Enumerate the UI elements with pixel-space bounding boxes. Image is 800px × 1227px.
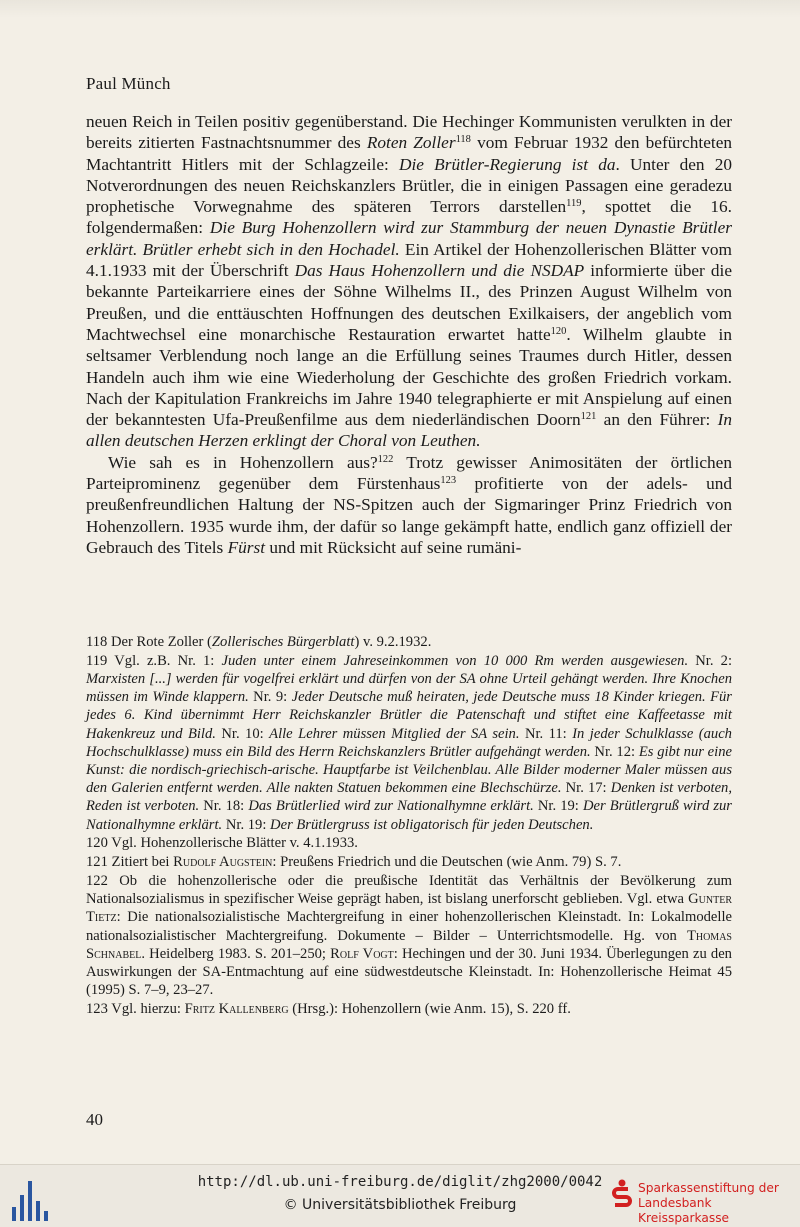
sparkasse-s-logo-icon <box>612 1179 632 1213</box>
footnote-119: 119 Vgl. z.B. Nr. 1: Juden unter einem Jahreseinkommen von 10 000 Rm werden ausgewiesen. Nr. 2: Marxisten [...] werden für vogelfrei erklärt und dürfen von der SA ohne Urteil gehängt werden. Ihre Knochen müssen im Winde klappern. Nr. 9: Jeder Deutsche muß heiraten, jede Deutsche muss 18 Kinder kriegen. Für jedes 6. Kind übernimmt Herr Reichskanzler Brütler die Patenschaft und stiftet eine Kaffeetasse mit Hakenkreuz und Bild. Nr. 10: Alle Lehrer müssen Mitglied der SA sein. Nr. 11: In jeder Schulklasse (auch Hochschulklasse) muss ein Bild des Herrn Reichskanzlers Brütler aufgehängt werden. Nr. 12: Es gibt nur eine Kunst: die nordisch-griechisch-arische. Hauptfarbe ist Veilchenblau. Alle Bilder moderner Maler müssen aus den Galerien entfernt werden. Alle nakten Statuen bekommen eine Blechschürze. Nr. 17: Denken ist verboten, Reden ist verboten. Nr. 18: Das Brütlerlied wird zur Nationalhymne erklärt. Nr. 19: Der Brütlergruß wird zur Nationalhymne erklärt. Nr. 19: Der Brütlergruss ist obligatorisch für jeden Deutschen. <box>86 652 733 833</box>
permalink-url[interactable]: http://dl.ub.uni-freiburg.de/diglit/zhg2000/0042 <box>197 1174 603 1190</box>
footnotes <box>86 633 732 1019</box>
footnote-118: 118 Der Rote Zoller (Zollerisches Bürgerblatt) v. 9.2.1932. <box>86 634 432 650</box>
main-text <box>86 111 732 558</box>
footnote-121: 121 Zitiert bei Rudolf Augstein: Preußens Friedrich und die Deutschen (wie Anm. 79) S. 7. <box>86 854 622 871</box>
footnote-120: 120 Vgl. Hohenzollerische Blätter v. 4.1.1933. <box>86 835 358 852</box>
running-head: Paul Münch <box>86 74 171 93</box>
footnote-123: 123 Vgl. hierzu: Fritz Kallenberg (Hrsg.): Hohenzollern (wie Anm. 15), S. 220 ff. <box>86 1001 571 1018</box>
sponsor-text <box>638 1181 798 1226</box>
footnote-122: 122 Ob die hohenzollerische oder die preußische Identität das Verhältnis der Bevölkerung zum Nationalsozialismus in spezifischer Weise geprägt haben, ist bislang unerforscht geblieben. Vgl. etwa Gunter Tietz: Die nationalsozialistische Machtergreifung in einer hohenzollerischen Kleinstadt. In: Lokalmodelle nationalsozialistischer Machtergreifung. Dokumente – Bilder – Unterrichtsmodelle. Hg. von Thomas Schnabel. Heidelberg 1983. S. 201–250; Rolf Vogt: Hechingen und der 30. Juni 1934. Überlegungen zu den Auswirkungen der SA-Entmachtung auf eine südwestdeutsche Kleinstadt. In: Hohenzollerische Heimat 45 (1995) S. 7–9, 23–27. <box>86 873 732 999</box>
viewer-footer <box>0 1164 800 1227</box>
sponsor-logo[interactable] <box>612 1177 798 1225</box>
paragraph-2: Wie sah es in Hohenzollern aus?$^{122}$ Trotz gewisser Animositäten der örtlichen Parteiprominenz gegenüber dem Fürstenhaus$^{123}$ profitierte von der adels- und preußenfreundlichen Haltung der NS-Spitzen auch der Sigmaringer Prinz Friedrich von Hohenzollern. 1935 wurde ihm, der dafür so lange gekämpft hatte, endlich ganz offiziell der Gebrauch des Titels Fürst und mit Rücksicht auf seine rumäni- <box>86 452 732 557</box>
paragraph-1: neuen Reich in Teilen positiv gegenüberstand. Die Hechinger Kommunisten verulkten in der bereits zitierten Fastnachtsnummer des Roten Zoller$^{118}$ vom Februar 1932 den befürchteten Machtantritt Hitlers mit der Schlagzeile: Die Brütler-Regierung ist da. Unter den 20 Notverordnungen des neuen Reichskanzlers Brütler, die in einigen Passagen eine geradezu prophetische Vorwegnahme des späteren Terrors darstellen$^{119}$, spottet die 16. folgendermaßen: Die Burg Hohenzollern wird zur Stammburg der neuen Dynastie Brütler erklärt. Brütler erhebt sich in den Hochadel. Ein Artikel der Hohenzollerischen Blätter vom 4.1.1933 mit der Überschrift Das Haus Hohenzollern und die NSDAP informierte über die bekannte Parteikarriere eines der Söhne Wilhelms II., des Prinzen August Wilhelm von Preußen, und die enttäuschten Hoffnungen des deutschen Exilkaisers, der angeblich vom Machtwechsel eine monarchische Restauration erwartet hatte$^{120}$. Wilhelm glaubte in seltsamer Verblendung noch lange an die Erfüllung seines Traumes durch Hitler, dessen Handeln auch ihm wie eine Wiederholung der Geschichte des großen Friedrich vorkam. Nach der Kapitulation Frankreichs im Jahre 1940 telegraphierte er mit Anspielung auf einen der bekanntesten Ufa-Preußenfilme aus dem niederländischen Doorn$^{121}$ an den Führer: In allen deutschen Herzen erklingt der Choral von Leuthen. <box>86 112 733 451</box>
sponsor-line-2: Landesbank Kreissparkasse <box>638 1196 730 1225</box>
sponsor-line-1: Sparkassenstiftung der <box>638 1181 779 1195</box>
copyright-notice: © Universitätsbibliothek Freiburg <box>283 1197 517 1213</box>
page-number: 40 <box>86 1110 103 1129</box>
